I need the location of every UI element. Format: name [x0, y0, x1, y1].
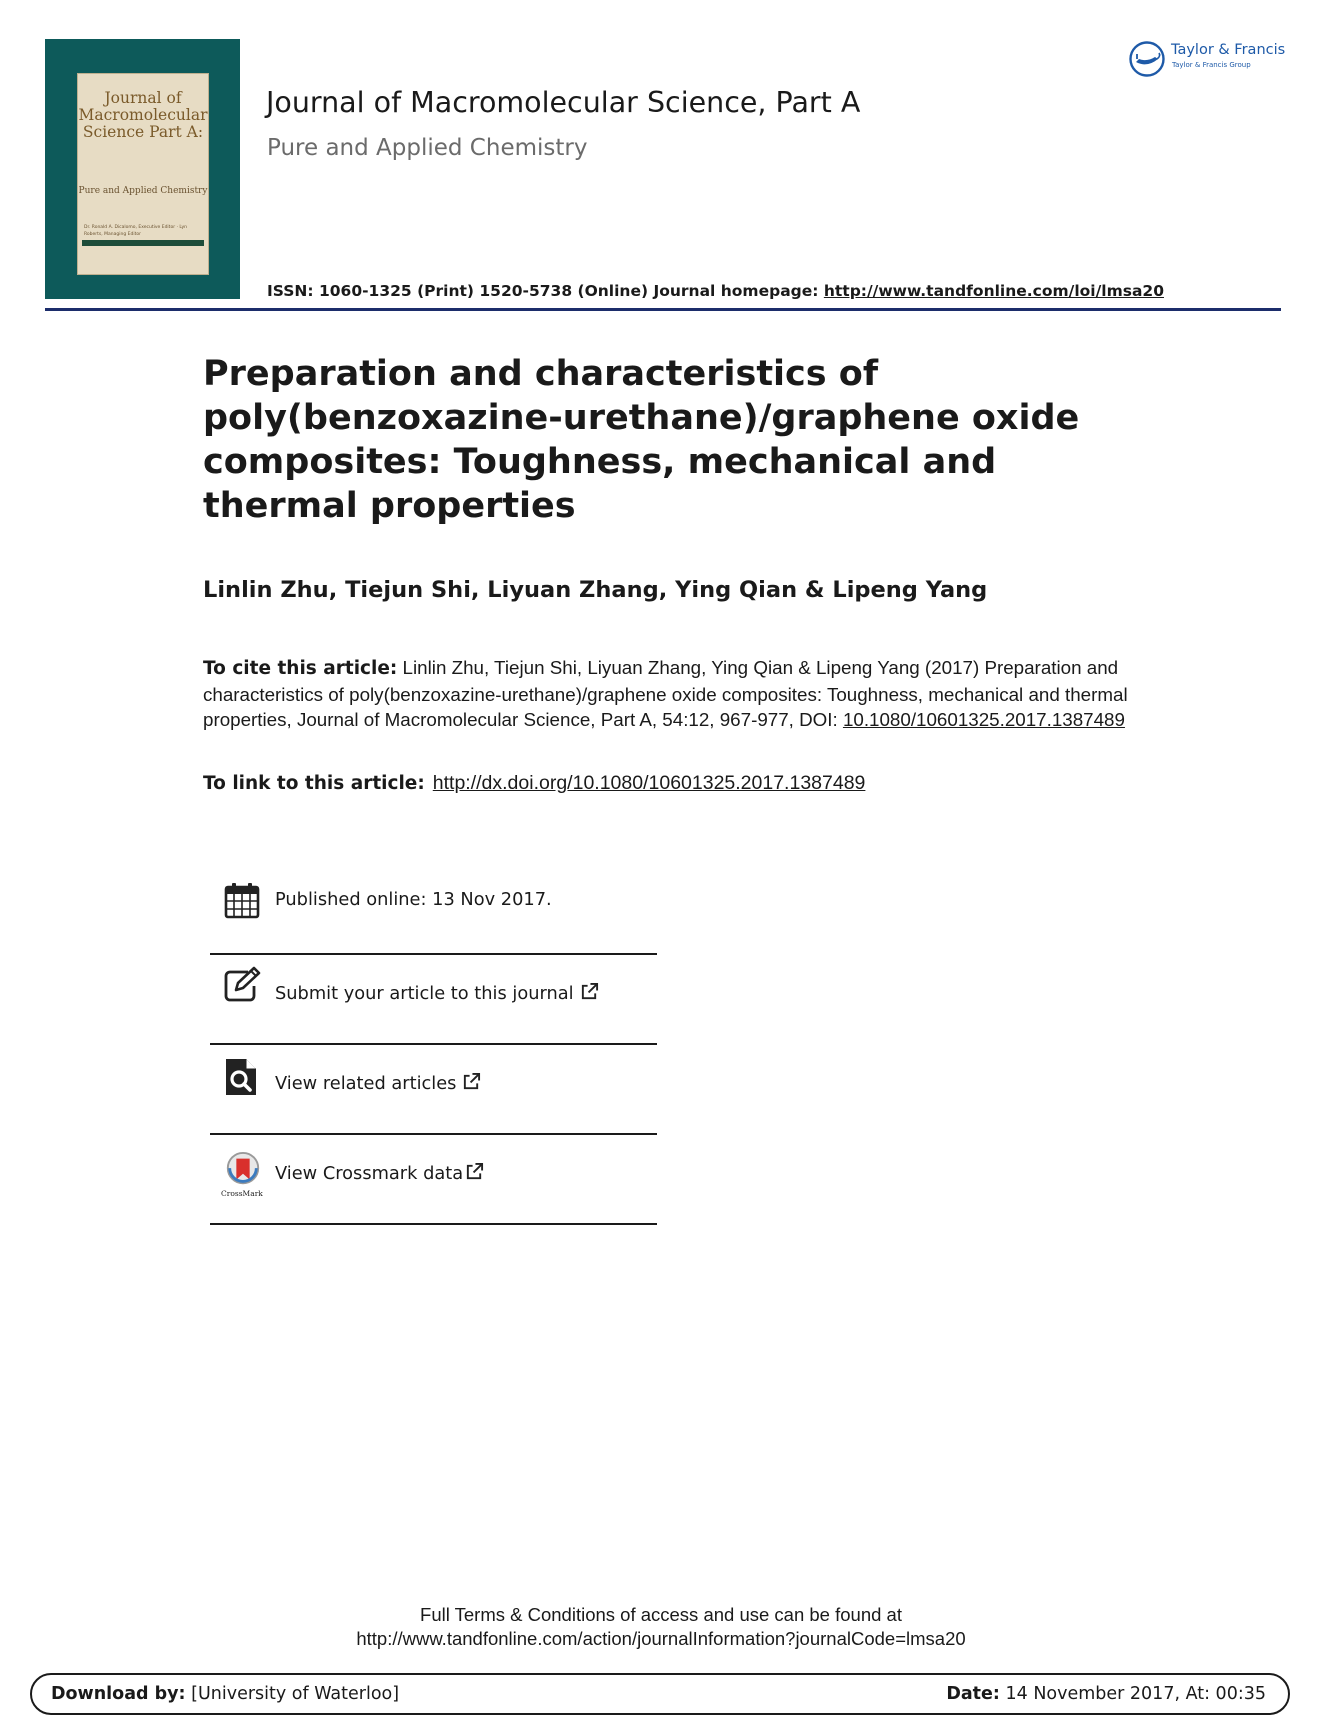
download-date — [946, 1684, 1266, 1704]
journal-homepage-link[interactable]: http://www.tandfonline.com/loi/lmsa20 — [823, 282, 1164, 300]
cover-title — [78, 90, 208, 141]
citation-doi-link[interactable]: 10.1080/10601325.2017.1387489 — [842, 709, 1125, 730]
crossmark-icon — [224, 1151, 262, 1189]
edit-icon — [222, 966, 262, 1006]
terms-text: Full Terms & Conditions of access and use can be found at — [420, 1604, 902, 1625]
article-title: Preparation and characteristics of poly(benzoxazine-urethane)/graphene oxide composites: Toughness, mechanical and thermal properties — [203, 354, 1080, 526]
download-by — [51, 1684, 399, 1704]
citation-text: Linlin Zhu, Tiejun Shi, Liyuan Zhang, Ying Qian & Lipeng Yang (2017) Preparation and characteristics of poly(benzoxazine-urethane)/graphene oxide composites: Toughness, mechanical and thermal properties, Journal of Macromolecular Science, Part A, 54:12, 967-977, DOI: — [203, 657, 1128, 730]
related-articles-label: View related articles — [275, 1073, 457, 1094]
citation-label: To cite this article: — [203, 658, 398, 679]
related-articles-link[interactable] — [275, 1072, 481, 1094]
search-document-icon — [222, 1057, 262, 1097]
terms-url-link[interactable]: http://www.tandfonline.com/action/journalInformation?journalCode=lmsa20 — [356, 1628, 966, 1649]
journal-subtitle: Pure and Applied Chemistry — [267, 135, 588, 161]
submit-article-row[interactable] — [210, 955, 657, 1044]
terms-notice — [0, 1603, 1322, 1651]
published-online-row — [210, 862, 657, 951]
publisher-name: Taylor & Francis — [1171, 42, 1286, 58]
external-link-icon — [462, 1072, 481, 1091]
submit-article-link[interactable] — [275, 982, 599, 1004]
download-info-bar — [30, 1673, 1290, 1715]
article-link-label: To link to this article: — [203, 773, 425, 794]
cover-subtitle: Pure and Applied Chemistry — [78, 186, 208, 196]
download-date-label: Date: — [946, 1684, 1000, 1704]
cover-title-line: Macromolecular — [78, 106, 208, 124]
publisher-group: Taylor & Francis Group — [1172, 61, 1251, 69]
journal-title[interactable]: Journal of Macromolecular Science, Part A — [266, 86, 861, 119]
article-authors: Linlin Zhu, Tiejun Shi, Liyuan Zhang, Ying Qian & Lipeng Yang — [203, 577, 988, 603]
journal-cover-image — [45, 39, 240, 299]
calendar-icon — [222, 880, 262, 920]
issn-line — [267, 282, 1164, 300]
submit-article-label: Submit your article to this journal — [275, 983, 574, 1004]
cover-band — [82, 240, 204, 246]
download-by-label: Download by: — [51, 1684, 186, 1704]
cover-title-line: Science Part A: — [82, 123, 204, 141]
cover-editors: Dr. Ronald A. Dicalomo, Executive Editor · Lyn Roberts, Managing Editor — [84, 225, 187, 237]
info-divider — [210, 1223, 657, 1225]
crossmark-link[interactable] — [275, 1162, 484, 1184]
cover-title-line: Journal of — [104, 89, 182, 107]
published-online-text: Published online: 13 Nov 2017. — [275, 889, 552, 910]
download-date-value: 14 November 2017, At: 00:35 — [999, 1684, 1266, 1704]
crossmark-label: View Crossmark data — [275, 1163, 464, 1184]
related-articles-row[interactable] — [210, 1045, 657, 1134]
header-divider — [45, 308, 1281, 311]
cover-panel — [77, 73, 209, 275]
crossmark-logo-text: CrossMark — [221, 1189, 263, 1198]
article-doi-url-link[interactable]: http://dx.doi.org/10.1080/10601325.2017.1387489 — [432, 772, 866, 794]
taylor-francis-lamp-icon — [1128, 40, 1166, 78]
download-by-value: [University of Waterloo] — [185, 1684, 400, 1704]
external-link-icon — [580, 982, 599, 1001]
external-link-icon — [465, 1162, 484, 1181]
citation-block — [203, 655, 1133, 733]
article-link-line — [203, 772, 865, 795]
crossmark-row[interactable] — [210, 1135, 657, 1224]
issn-text: ISSN: 1060-1325 (Print) 1520-5738 (Online) Journal homepage: — [267, 282, 824, 300]
publisher-logo[interactable] — [1128, 38, 1286, 80]
